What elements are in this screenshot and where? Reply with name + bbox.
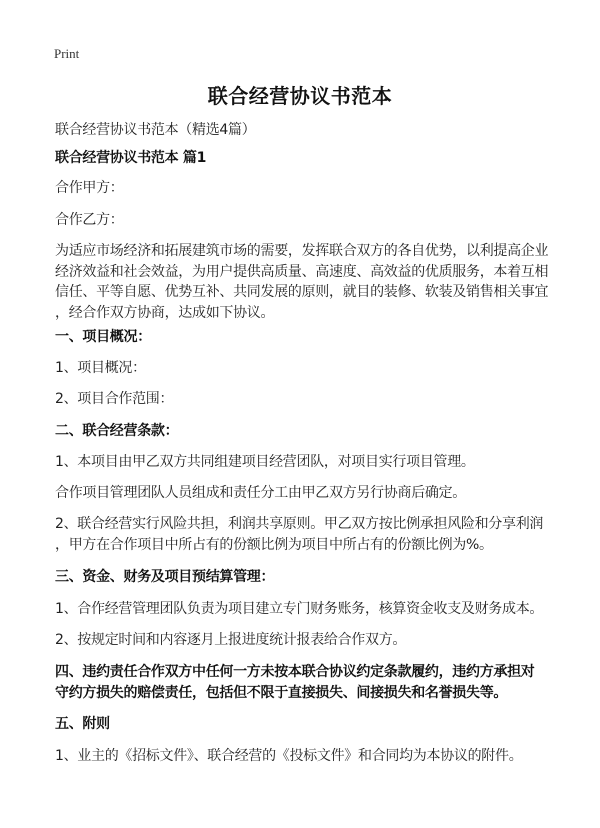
section-3-heading: 三、资金、财务及项目预结算管理：: [55, 569, 275, 585]
intro-paragraph: [55, 241, 548, 323]
intro-line: 经济效益和社会效益，为用户提供高质量、高速度、高效益的优质服务，本着互相: [55, 263, 549, 280]
section-4-paragraph: [55, 662, 535, 704]
section-2-item: [55, 514, 543, 556]
print-link[interactable]: Print: [54, 46, 80, 61]
party-b: 合作乙方：: [55, 212, 124, 228]
intro-line: 信任、平等自愿、优势互补、共同发展的原则，就目的装修、软装及销售相关事宜: [55, 284, 549, 300]
section-5-item: 1、业主的《招标文件》、联合经营的《投标文件》和合同均为本协议的附件。: [55, 748, 523, 764]
section-2-item: 1、本项目由甲乙双方共同组建项目经营团队，对项目实行项目管理。: [55, 454, 475, 470]
section-1-item: 2、项目合作范围：: [55, 391, 174, 407]
article-heading: 联合经营协议书范本 篇1: [55, 150, 207, 166]
text-line: 四、违约责任合作双方中任何一方未按本联合协议约定条款履约，违约方承担对: [55, 664, 535, 680]
section-1-item: 1、项目概况：: [55, 360, 146, 376]
text-line: 守约方损失的赔偿责任，包括但不限于直接损失、间接损失和名誉损失等。: [55, 685, 508, 701]
intro-line: 为适应市场经济和拓展建筑市场的需要，发挥联合双方的各自优势，以利提高企业: [55, 243, 549, 259]
party-a: 合作甲方：: [55, 180, 124, 196]
text-line: ，甲方在合作项目中所占有的份额比例为项目中所占有的份额比例为%。: [55, 537, 493, 553]
text-line: 2、联合经营实行风险共担，利润共享原则。甲乙双方按比例承担风险和分享利润: [55, 516, 544, 532]
page-title: 联合经营协议书范本: [207, 84, 393, 108]
section-5-heading: 五、附则: [55, 716, 110, 732]
section-3-item: 2、按规定时间和内容逐月上报进度统计报表给合作双方。: [55, 632, 407, 648]
section-2-item: 合作项目管理团队人员组成和责任分工由甲乙双方另行协商后确定。: [55, 485, 466, 501]
section-2-heading: 二、联合经营条款：: [55, 423, 179, 439]
section-1-heading: 一、项目概况：: [55, 329, 151, 345]
intro-line: ，经合作双方协商，达成如下协议。: [55, 304, 275, 321]
section-3-item: 1、合作经营管理团队负责为项目建立专门财务账务，核算资金收支及财务成本。: [55, 601, 544, 617]
subtitle: 联合经营协议书范本（精选4篇）: [55, 122, 256, 138]
